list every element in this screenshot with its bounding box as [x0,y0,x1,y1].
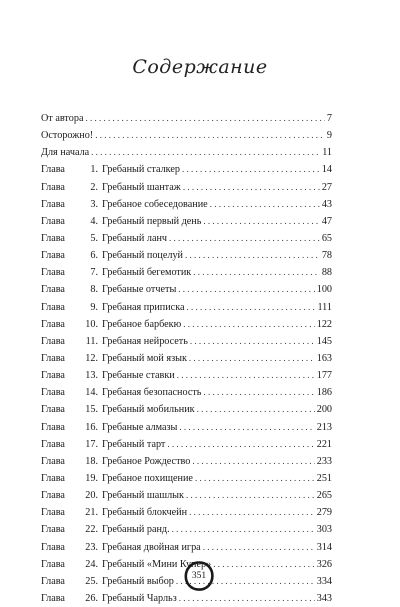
toc-entry-page: 177 [316,370,332,382]
chapter-prefix: Глава [41,335,65,347]
toc-entry-page: 47 [321,215,332,227]
chapter-number: 11. [85,335,98,347]
chapter-title: Гребаное собеседование [102,198,208,210]
dot-leader [91,144,320,161]
chapter-title: Гребаный мой язык [102,352,187,364]
toc-entry-page: 43 [321,198,332,210]
dot-leader [85,110,324,127]
chapter-number: 5. [90,232,98,244]
chapter-prefix: Глава [41,215,65,227]
toc-entry-title [41,453,190,470]
chapter-number: 21. [85,507,98,519]
chapter-prefix: Глава [41,472,65,484]
toc-entry-page: 343 [316,592,332,604]
chapter-title: Гребаный бегемотик [102,267,192,279]
chapter-title: Гребаный тарт [102,438,166,450]
toc-entry-title [41,384,201,401]
dot-leader [183,316,314,333]
toc-entry-page: 186 [316,387,332,399]
chapter-prefix: Глава [41,558,65,570]
dot-leader [167,436,314,453]
dot-leader [203,539,315,556]
toc-entry-chapter [41,247,332,264]
chapter-title: Гребаный шантаж [102,181,181,193]
dot-leader [186,487,315,504]
toc-entry-chapter [41,179,332,196]
dot-leader [195,470,315,487]
chapter-number: 13. [85,370,98,382]
chapter-number: 15. [85,404,98,416]
chapter-title: Гребаная приписка [102,301,185,313]
chapter-prefix: Глава [41,421,65,433]
chapter-prefix: Глава [41,404,65,416]
chapter-prefix: Глава [41,232,65,244]
chapter-prefix: Глава [41,164,65,176]
toc-entry-chapter [41,213,332,230]
toc-entry-title: Для начала [41,147,90,159]
toc-entry-title [41,281,176,298]
dot-leader [182,161,320,178]
dot-leader [187,299,316,316]
toc-entry-title [41,590,177,607]
toc-entry-chapter [41,196,332,213]
toc-entry-title [41,299,185,316]
dot-leader [213,556,315,573]
chapter-number: 8. [90,284,98,296]
chapter-number: 23. [85,541,98,553]
toc-entry-title [41,504,187,521]
toc-entry-page: 326 [316,558,332,570]
chapter-prefix: Глава [41,250,65,262]
chapter-title: Гребаная нейросеть [102,335,188,347]
chapter-number: 1. [90,164,98,176]
dot-leader [192,453,314,470]
toc-entry-title [41,470,193,487]
toc-entry-page: 213 [316,421,332,433]
toc-entry-page: 314 [316,541,332,553]
chapter-title: Гребаный мобильник [102,404,195,416]
dot-leader [178,281,314,298]
dot-leader [203,213,319,230]
toc-entry-chapter [41,333,332,350]
toc-entry-page: 303 [316,524,332,536]
toc-entry-chapter [41,590,332,607]
toc-entry-chapter [41,453,332,470]
chapter-number: 12. [85,352,98,364]
toc-entry [41,110,332,127]
chapter-title: Гребаные алмазы [102,421,178,433]
toc-entry-page: 11 [322,147,332,159]
chapter-number: 18. [85,455,98,467]
chapter-prefix: Глава [41,352,65,364]
chapter-prefix: Глава [41,490,65,502]
toc-entry-page: 334 [316,575,332,587]
chapter-prefix: Глава [41,318,65,330]
table-of-contents [41,110,332,607]
dot-leader [95,127,325,144]
dot-leader [190,333,315,350]
page-number-badge [183,560,215,592]
toc-entry-title [41,401,195,418]
toc-entry-title [41,350,187,367]
chapter-title: Гребаный сталкер [102,164,180,176]
toc-entry-chapter [41,350,332,367]
chapter-prefix: Глава [41,267,65,279]
dot-leader [179,419,314,436]
chapter-number: 17. [85,438,98,450]
toc-entry-title [41,539,201,556]
toc-entry-page: 200 [316,404,332,416]
toc-entry-chapter [41,299,332,316]
chapter-prefix: Глава [41,370,65,382]
toc-entry [41,127,332,144]
chapter-title: Гребаный поцелуй [102,250,184,262]
toc-entry-page: 65 [321,232,332,244]
toc-entry-title [41,161,180,178]
chapter-title: Гребаный ланч [102,232,168,244]
toc-entry-page: 221 [316,438,332,450]
front-matter-list [41,110,332,161]
chapter-prefix: Глава [41,507,65,519]
chapter-title: Гребаные ставки [102,370,175,382]
dot-leader [169,230,320,247]
toc-entry-chapter [41,470,332,487]
chapter-number: 9. [90,301,98,313]
chapter-title: Гребаный ранд. [102,524,170,536]
toc-entry-page: 279 [316,507,332,519]
toc-entry-title [41,419,177,436]
chapter-number: 3. [90,198,98,210]
chapter-prefix: Глава [41,301,65,313]
chapter-number: 19. [85,472,98,484]
dot-leader [189,504,315,521]
toc-entry-title [41,196,208,213]
chapter-title: Гребаный Чарльз [102,592,177,604]
toc-entry-title [41,521,170,538]
toc-entry-title [41,247,183,264]
chapter-prefix: Глава [41,438,65,450]
chapter-prefix: Глава [41,181,65,193]
toc-entry-page: 100 [316,284,332,296]
toc-entry-chapter [41,539,332,556]
dot-leader [210,196,320,213]
chapter-prefix: Глава [41,575,65,587]
toc-entry-page: 233 [316,455,332,467]
toc-entry-page: 9 [326,130,332,142]
chapter-number: 7. [90,267,98,279]
chapter-number: 14. [85,387,98,399]
toc-entry-chapter [41,401,332,418]
toc-entry-page: 251 [316,472,332,484]
chapter-number: 4. [90,215,98,227]
toc-entry-title [41,367,175,384]
chapter-title: Гребаная безопасность [102,387,202,399]
chapter-number: 26. [85,592,98,604]
toc-entry-page: 88 [321,267,332,279]
dot-leader [179,590,315,607]
chapter-prefix: Глава [41,524,65,536]
chapter-title: Гребаный блокчейн [102,507,188,519]
toc-entry-chapter [41,504,332,521]
toc-entry-title [41,487,184,504]
chapter-prefix: Глава [41,387,65,399]
chapter-number: 22. [85,524,98,536]
chapter-list [41,161,332,607]
toc-entry-chapter [41,264,332,281]
toc-entry-title [41,316,181,333]
dot-leader [203,384,314,401]
toc-entry-title [41,179,181,196]
toc-entry-page: 122 [316,318,332,330]
dot-leader [185,247,320,264]
toc-entry-title [41,573,174,590]
chapter-prefix: Глава [41,592,65,604]
chapter-number: 24. [85,558,98,570]
chapter-title: Гребаные отчеты [102,284,177,296]
toc-entry-title: От автора [41,113,84,124]
chapter-title: Гребаный выбор [102,575,174,587]
dot-leader [189,350,315,367]
toc-entry-title [41,333,188,350]
chapter-number: 10. [85,318,98,330]
chapter-number: 6. [90,250,98,262]
dot-leader [183,179,320,196]
chapter-title: Гребаный шашлык [102,490,184,502]
dot-leader [197,401,315,418]
chapter-number: 2. [90,181,98,193]
chapter-prefix: Глава [41,455,65,467]
toc-entry-chapter [41,436,332,453]
page-title: Содержание [132,56,268,78]
chapter-title: Гребаная двойная игра [102,541,201,553]
dot-leader [193,264,320,281]
toc-entry-title [41,213,201,230]
toc-entry-title [41,230,167,247]
toc-entry-page: 7 [326,113,332,124]
chapter-prefix: Глава [41,198,65,210]
chapter-title: Гребаный первый день [102,215,202,227]
chapter-number: 16. [85,421,98,433]
toc-entry-page: 78 [321,250,332,262]
chapter-prefix: Глава [41,284,65,296]
toc-entry-page: 163 [316,352,332,364]
toc-entry-page: 27 [321,181,332,193]
toc-entry-chapter [41,161,332,178]
chapter-prefix: Глава [41,541,65,553]
toc-entry-chapter [41,230,332,247]
chapter-number: 20. [85,490,98,502]
toc-entry-chapter [41,419,332,436]
toc-entry-chapter [41,316,332,333]
toc-entry [41,144,332,161]
toc-entry-page: 14 [321,164,332,176]
toc-entry-chapter [41,487,332,504]
chapter-title: Гребаное барбекю [102,318,182,330]
toc-entry-title [41,264,191,281]
chapter-number: 25. [85,575,98,587]
toc-entry-chapter [41,281,332,298]
toc-entry-chapter [41,384,332,401]
page-number: 351 [191,571,207,581]
chapter-title: Гребаное Рождество [102,455,191,467]
toc-entry-chapter [41,367,332,384]
toc-entry-title [41,436,165,453]
toc-entry-page: 265 [316,490,332,502]
chapter-title: Гребаное похищение [102,472,193,484]
toc-entry-page: 145 [316,335,332,347]
toc-entry-chapter [41,521,332,538]
chapter-title: Гребаный «Мини Купер» [102,558,212,570]
toc-entry-page: 111 [317,301,332,313]
toc-entry-title: Осторожно! [41,130,94,142]
dot-leader [172,521,315,538]
dot-leader [177,367,315,384]
